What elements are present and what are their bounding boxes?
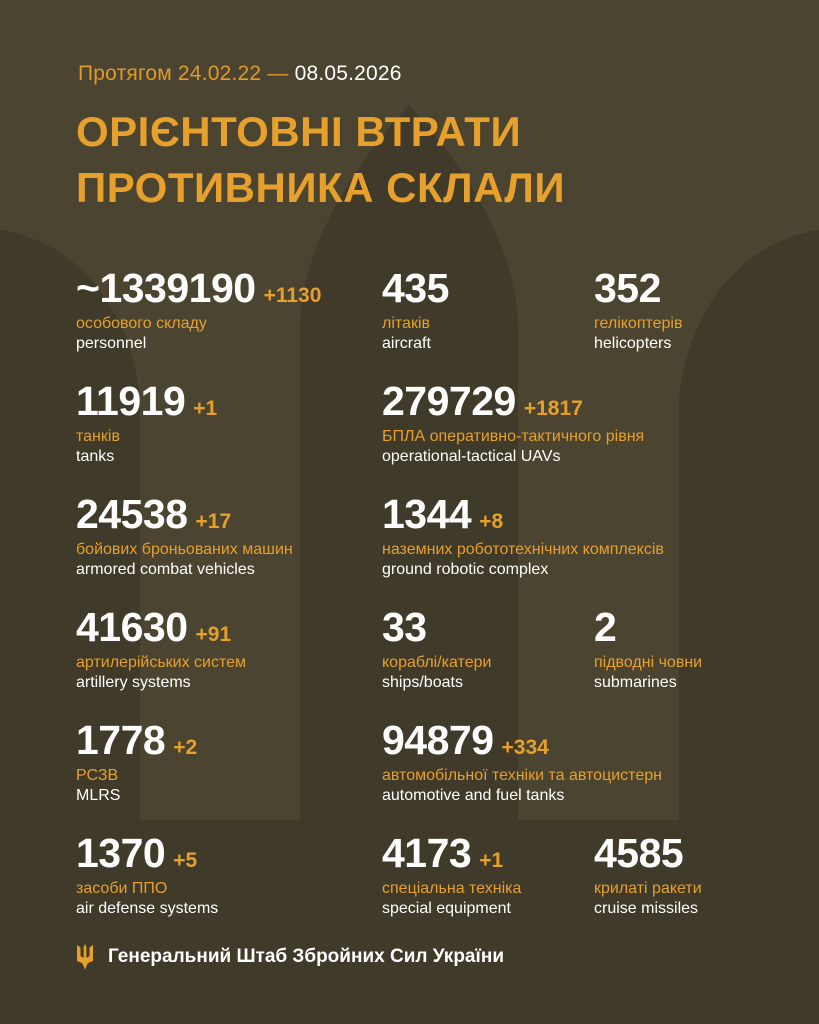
stat-label-ua: наземних робототехнічних комплексів bbox=[382, 541, 664, 558]
stat-label-en: aircraft bbox=[382, 335, 431, 352]
stat-tanks bbox=[76, 379, 217, 467]
stat-label-ua: танків bbox=[76, 428, 120, 445]
stat-label-en: personnel bbox=[76, 335, 147, 352]
stat-label-ua: спеціальна техніка bbox=[382, 880, 522, 897]
stat-value: 1370 bbox=[76, 830, 166, 876]
stat-label-en: helicopters bbox=[594, 335, 672, 352]
period-end-date: 08.05.2026 bbox=[294, 62, 402, 85]
stat-submarines bbox=[594, 605, 702, 693]
stat-label-en: artillery systems bbox=[76, 674, 191, 691]
stat-label-ua: РСЗВ bbox=[76, 767, 119, 784]
stat-label-ua: особового складу bbox=[76, 315, 207, 332]
stat-cruise-missiles bbox=[594, 831, 702, 919]
stat-air-defense bbox=[76, 831, 218, 919]
stat-delta: +2 bbox=[173, 736, 198, 759]
stat-delta: +1817 bbox=[523, 397, 583, 420]
stat-personnel bbox=[76, 266, 321, 354]
stat-label-en: ships/boats bbox=[382, 674, 463, 691]
stat-value: 4173 bbox=[382, 830, 472, 876]
stat-label-en: automotive and fuel tanks bbox=[382, 787, 565, 804]
stat-uavs bbox=[382, 379, 644, 467]
stat-value: 11919 bbox=[76, 378, 186, 424]
stat-label-en: cruise missiles bbox=[594, 900, 699, 917]
stat-value: 352 bbox=[594, 265, 661, 311]
stat-label-ua: крилаті ракети bbox=[594, 880, 702, 897]
footer-label: Генеральний Штаб Збройних Сил України bbox=[108, 946, 504, 967]
stat-delta: +1 bbox=[479, 849, 504, 872]
stat-label-ua: кораблі/катери bbox=[382, 654, 492, 671]
stat-label-ua: гелікоптерів bbox=[594, 315, 683, 332]
stat-delta: +8 bbox=[479, 510, 504, 533]
stat-ground-robotic bbox=[382, 492, 664, 580]
stat-label-ua: підводні човни bbox=[594, 654, 703, 671]
stat-label-ua: БПЛА оперативно-тактичного рівня bbox=[382, 428, 645, 445]
stat-delta: +91 bbox=[195, 623, 232, 646]
stat-aircraft bbox=[382, 266, 449, 354]
stat-label-en: ground robotic complex bbox=[382, 561, 549, 578]
stat-label-en: MLRS bbox=[76, 787, 121, 804]
stat-value: 94879 bbox=[382, 717, 494, 763]
stat-label-en: tanks bbox=[76, 448, 115, 465]
stat-value: 435 bbox=[382, 265, 449, 311]
stat-label-en: armored combat vehicles bbox=[76, 561, 255, 578]
stat-delta: +1 bbox=[193, 397, 218, 420]
stat-artillery bbox=[76, 605, 246, 693]
stat-delta: +334 bbox=[501, 736, 549, 759]
stat-label-ua: засоби ППО bbox=[76, 880, 168, 897]
stat-label-en: submarines bbox=[594, 674, 677, 691]
stat-value: 1778 bbox=[76, 717, 166, 763]
stat-label-en: operational-tactical UAVs bbox=[382, 448, 561, 465]
stat-value: 1344 bbox=[382, 491, 472, 537]
period-range bbox=[78, 62, 402, 86]
stat-delta: +1130 bbox=[263, 284, 322, 307]
stat-value: ~1339190 bbox=[76, 265, 256, 311]
stat-label-en: air defense systems bbox=[76, 900, 219, 917]
stat-value: 24538 bbox=[76, 491, 188, 537]
stat-automotive bbox=[382, 718, 662, 806]
stat-value: 4585 bbox=[594, 830, 684, 876]
stat-delta: +5 bbox=[173, 849, 198, 872]
stat-value: 41630 bbox=[76, 604, 188, 650]
page-title: ОРІЄНТОВНІ ВТРАТИ ПРОТИВНИКА СКЛАЛИ bbox=[76, 108, 566, 211]
stat-value: 2 bbox=[594, 604, 617, 650]
stat-armored-vehicles bbox=[76, 492, 293, 580]
stat-helicopters bbox=[594, 266, 682, 354]
stat-label-en: special equipment bbox=[382, 900, 511, 917]
stat-ships bbox=[382, 605, 491, 693]
stat-mlrs bbox=[76, 718, 197, 806]
trident-icon bbox=[76, 944, 94, 970]
stat-label-ua: літаків bbox=[382, 315, 430, 332]
stat-delta: +17 bbox=[195, 510, 232, 533]
stat-value: 33 bbox=[382, 604, 427, 650]
stat-value: 279729 bbox=[382, 378, 516, 424]
stat-label-ua: бойових броньованих машин bbox=[76, 541, 293, 558]
period-prefix: Протягом 24.02.22 — bbox=[78, 62, 289, 85]
footer bbox=[76, 944, 504, 970]
stat-special-equipment bbox=[382, 831, 521, 919]
stat-label-ua: автомобільної техніки та автоцистерн bbox=[382, 767, 662, 784]
stat-label-ua: артилерійських систем bbox=[76, 654, 247, 671]
